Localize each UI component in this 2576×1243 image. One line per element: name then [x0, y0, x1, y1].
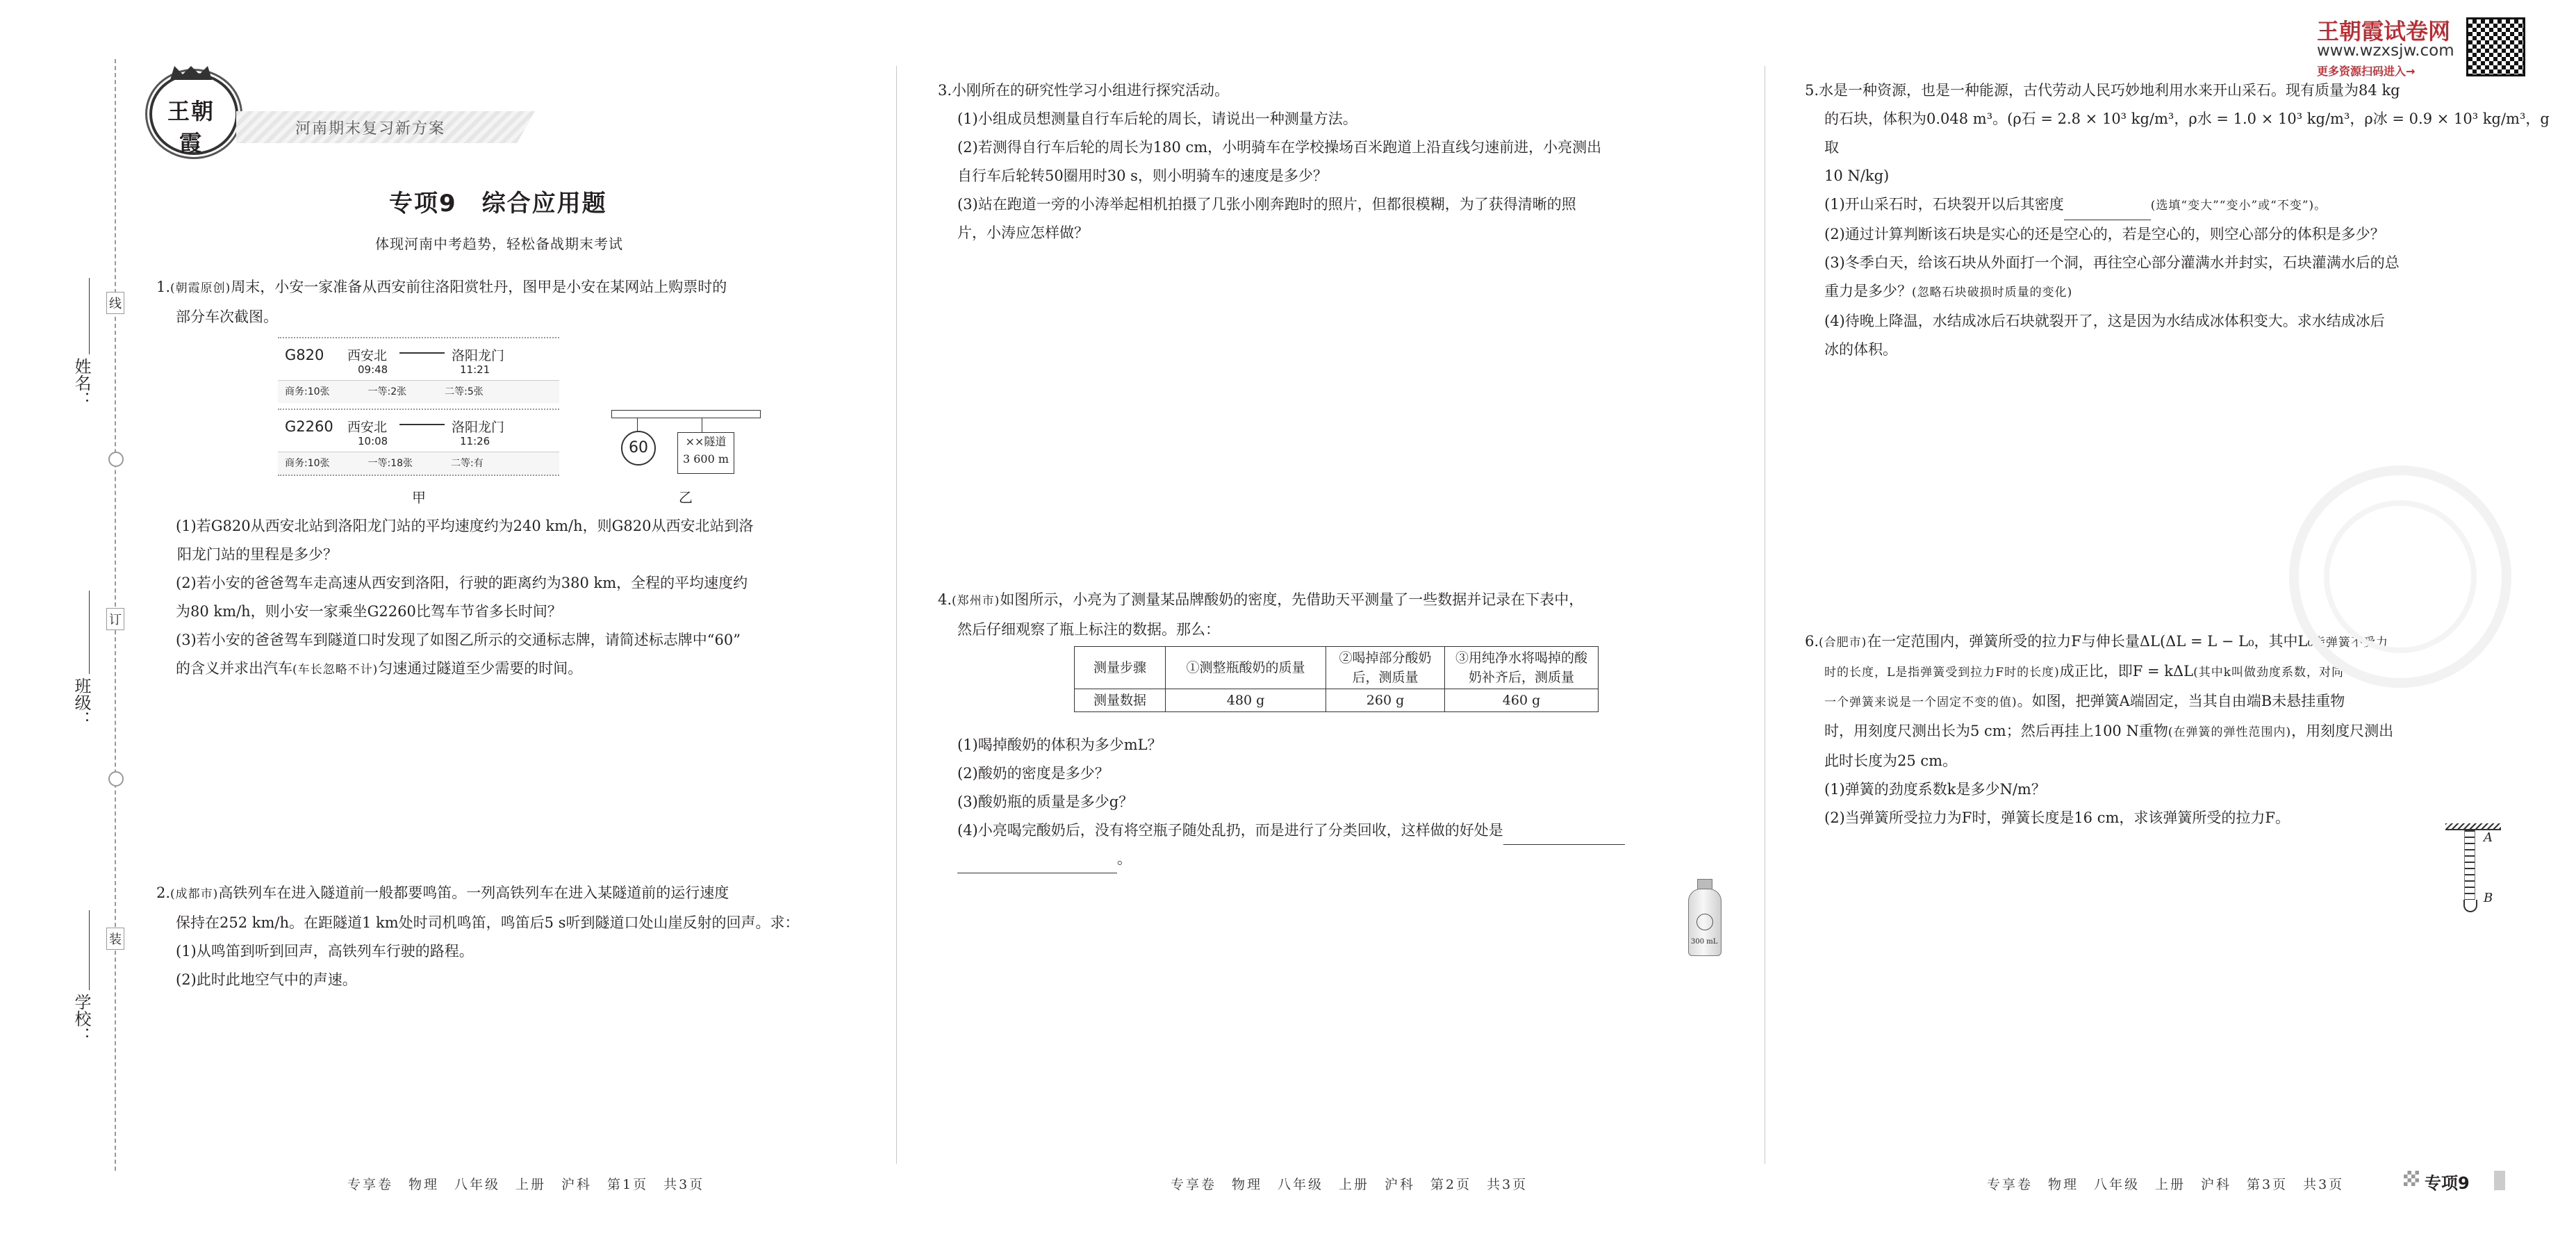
q5-number: 5. — [1805, 82, 1819, 99]
q4-part3: (3)酸奶瓶的质量是多少g？ — [957, 793, 1134, 810]
q4-parts: (1)喝掉酸奶的体积为多少mL？ (2)酸奶的密度是多少？ (3)酸奶瓶的质量是多少g？ (4)小亮喝完酸奶后，没有将空瓶子随处乱扔，而是进行了分类回收，这样做的好处是 。 — [957, 731, 1742, 873]
page-footer: 专享卷 物理 八年级 上册 沪科 第1页 共3页 — [347, 1177, 705, 1192]
q6-part2: (2)当弹簧所受拉力为F时，弹簧长度是16 cm，求该弹簧所受的拉力F。 — [1824, 809, 2290, 826]
class-field-label: 班级： — [72, 677, 91, 727]
brand-name: 王朝霞 — [167, 98, 215, 156]
bottle-logo — [1696, 914, 1713, 930]
to-station: 洛阳龙门 — [452, 348, 505, 363]
question-5 — [1805, 76, 2555, 364]
q6-stem: ，用刻度尺测出 — [2291, 723, 2394, 739]
q6-stem-note: (在弹簧的弹性范围内) — [2168, 725, 2292, 739]
dep-time: 09:48 — [358, 363, 388, 376]
from-station: 西安北 — [347, 348, 388, 363]
spring-hook — [2463, 900, 2477, 912]
name-field-label: 姓名： — [72, 358, 91, 408]
q5-part1: (1)开山采石时，石块裂开以后其密度 — [1824, 196, 2064, 213]
q6-stem-note: (其中k叫做劲度系数，对同 — [2193, 666, 2345, 680]
seat-first: 一等:18张 — [368, 458, 413, 469]
q2-stem-cont: 保持在252 km/h。在距隧道1 km处时司机鸣笛，鸣笛后5 s听到隧道口处山崖反射的回声。求： — [176, 914, 800, 931]
bottle-label: 300 mL — [1691, 938, 1718, 946]
q6-stem: 在一定范围内，弹簧所受的拉力F与伸长量ΔL(ΔL = L − L₀，其中L₀ — [1867, 633, 2313, 650]
q4-source: (郑州市) — [952, 594, 1000, 608]
binding-mark-ding: 订 — [106, 608, 124, 630]
arrow-icon — [399, 424, 445, 425]
q1-source: (朝霞原创) — [170, 281, 231, 295]
watermark-tip: 更多资源扫码进入→ — [2317, 65, 2416, 78]
footer-tag-bar — [2494, 1171, 2505, 1190]
figure-traffic-sign — [611, 410, 761, 479]
table-cell: 460 g — [1445, 689, 1599, 712]
table-cell: 260 g — [1326, 689, 1445, 712]
q2-source: (成都市) — [170, 887, 219, 901]
sign-post — [637, 418, 638, 432]
q6-stem-note: 一个弹簧来说是一个固定不变的值) — [1824, 695, 2017, 709]
q2-stem: 高铁列车在进入隧道前一般都要鸣笛。一列高铁列车在进入某隧道前的运行速度 — [218, 884, 729, 901]
q6-part1: (1)弹簧的劲度系数k是多少N/m？ — [1824, 781, 2046, 798]
q6-stem: 时，用刻度尺测出长为5 cm；然后再挂上100 N重物 — [1824, 723, 2168, 739]
figure-train-tickets — [278, 337, 559, 476]
table-cell: 测量步骤 — [1075, 647, 1166, 689]
binding-mark-xian: 线 — [106, 292, 124, 314]
q3-stem: 小刚所在的研究性学习小组进行探究活动。 — [952, 82, 1230, 99]
binding-hole — [108, 452, 124, 467]
q5-part1-note: (选填“变大”“变小”或“不变”)。 — [2150, 199, 2327, 213]
train-id: G2260 — [285, 418, 333, 435]
table-cell: 测量数据 — [1075, 689, 1166, 712]
table-cell: ②喝掉部分酸奶后，测质量 — [1326, 647, 1445, 689]
q6-stem-note: 时的长度，L是指弹簧受到拉力F时的长度) — [1824, 666, 2060, 680]
q4-stem-cont: 然后仔细观察了瓶上标注的数据。那么： — [957, 621, 1220, 638]
ceiling-mount — [2445, 823, 2501, 830]
spring-label-a: A — [2484, 830, 2493, 845]
binding-mark-zhuang: 装 — [106, 928, 124, 950]
figure-label-b: 乙 — [679, 489, 693, 506]
q1-number: 1. — [156, 279, 171, 295]
q5-part3-note: (忽略石块破损时质量的变化) — [1912, 286, 2073, 299]
q3-part2-b: 自行车后轮转50圈用时30 s，则小明骑车的速度是多少？ — [957, 167, 1328, 184]
q5-stem-cont: 的石块，体积为0.048 m³。(ρ石 = 2.8 × 10³ kg/m³，ρ水 = 1.0 × 10³ kg/m³，ρ冰 = 0.9 × 10³ kg/m³，g取 — [1824, 110, 2550, 156]
q4-part4: (4)小亮喝完酸奶后，没有将空瓶子随处乱扔，而是进行了分类回收，这样做的好处是 — [957, 822, 1503, 839]
seat-second: 二等:5张 — [445, 386, 484, 397]
table-header-row — [1075, 647, 1599, 689]
watermark-title: 王朝霞试卷网 — [2317, 18, 2451, 44]
q3-part3-a: (3)站在跑道一旁的小涛举起相机拍摄了几张小刚奔跑时的照片，但都很模糊，为了获得清晰的照 — [957, 196, 1576, 213]
yogurt-bottle-image — [1687, 879, 1722, 955]
q1-part2-a: (2)若小安的爸爸驾车走高速从西安到洛阳，行驶的距离约为380 km，全程的平均速度约 — [176, 575, 748, 591]
sign-bar — [611, 410, 761, 418]
tunnel-name: ××隧道 — [685, 435, 727, 448]
q1-stem-cont: 部分车次截图。 — [176, 308, 278, 325]
arr-time: 11:26 — [460, 435, 490, 447]
dep-time: 10:08 — [358, 435, 388, 447]
question-3 — [938, 76, 1737, 247]
q5-part4-a: (4)待晚上降温，水结成冰后石块就裂开了，这是因为水结成冰体积变大。求水结成冰后 — [1824, 313, 2385, 329]
figure-label-a: 甲 — [412, 489, 426, 506]
binding-hole — [108, 771, 124, 787]
q4-part1: (1)喝掉酸奶的体积为多少mL？ — [957, 736, 1162, 753]
train-id: G820 — [285, 347, 324, 363]
q5-part4-b: 冰的体积。 — [1824, 341, 1897, 358]
brand-logo-crown — [170, 66, 212, 80]
train-row — [278, 409, 559, 452]
q2-part1: (1)从鸣笛到听到回声，高铁列车行驶的路程。 — [176, 943, 474, 960]
q2-number: 2. — [156, 884, 171, 901]
seat-business: 商务:10张 — [285, 386, 330, 397]
measurement-table — [1074, 646, 1599, 712]
seat-second: 二等:有 — [451, 458, 484, 469]
spring-label-b: B — [2484, 891, 2493, 905]
q1-stem: 周末，小安一家准备从西安前往洛阳赏牡丹，图甲是小安在某网站上购票时的 — [231, 279, 727, 295]
table-cell: ①测整瓶酸奶的质量 — [1166, 647, 1326, 689]
table-cell: 480 g — [1166, 689, 1326, 712]
school-field-line[interactable] — [89, 910, 90, 990]
q2-part2: (2)此时此地空气中的声速。 — [176, 971, 357, 988]
watermark-url: www.wzxsjw.com — [2317, 42, 2454, 60]
footer-tag: 专项9 — [2425, 1174, 2470, 1193]
q5-stem-cont2: 10 N/kg) — [1824, 167, 1890, 184]
q4-stem: 如图所示，小亮为了测量某品牌酸奶的密度，先借助天平测量了一些数据并记录在下表中， — [1000, 591, 1584, 608]
seat-business: 商务:10张 — [285, 458, 330, 469]
q3-part3-b: 片，小涛应怎样做？ — [957, 224, 1089, 241]
page-subtitle: 体现河南中考趋势，轻松备战期末考试 — [375, 236, 623, 252]
q5-part3-b: 重力是多少？ — [1824, 283, 1912, 299]
tunnel-length: 3 600 m — [682, 452, 729, 466]
q4-part2: (2)酸奶的密度是多少？ — [957, 765, 1109, 782]
q1-part1-b: 阳龙门站的里程是多少？ — [177, 546, 338, 563]
page-footer: 专享卷 物理 八年级 上册 沪科 第2页 共3页 — [1171, 1177, 1528, 1192]
footer-tag-marker — [2404, 1171, 2419, 1186]
q5-part2: (2)通过计算判断该石块是实心的还是空心的，若是空心的，则空心部分的体积是多少？ — [1824, 226, 2385, 242]
name-field-line[interactable] — [89, 278, 90, 354]
spring-figure — [2445, 823, 2501, 928]
q6-stem-note: 指弹簧不受力 — [2313, 636, 2388, 650]
table-row — [1075, 689, 1599, 712]
q1-part3-d: 匀速通过隧道至少需要的时间。 — [378, 660, 583, 677]
answer-blank[interactable] — [1503, 844, 1625, 845]
q1-part3-a: (3)若小安的爸爸驾车到隧道口时发现了如图乙所示的交通标志牌，请简述标志牌中“60” — [176, 632, 741, 648]
q1-part1-a: (1)若G820从西安北站到洛阳龙门站的平均速度约为240 km/h，则G820从西安北站到洛 — [176, 518, 754, 534]
header-banner-text: 河南期末复习新方案 — [295, 120, 446, 138]
q6-source: (合肥市) — [1819, 636, 1867, 650]
table-cell: ③用纯净水将喝掉的酸奶补齐后，测质量 — [1445, 647, 1599, 689]
arrow-icon — [399, 352, 445, 354]
class-field-line[interactable] — [89, 591, 90, 674]
q5-part3-a: (3)冬季白天，给该石块从外面打一个洞，再往空心部分灌满水并封实，石块灌满水后的总 — [1824, 254, 2400, 271]
tunnel-sign — [677, 432, 734, 474]
train-row — [278, 337, 559, 380]
spring-coil — [2464, 830, 2475, 900]
seat-row — [278, 452, 559, 476]
qr-code[interactable] — [2466, 17, 2525, 76]
page-footer: 专享卷 物理 八年级 上册 沪科 第3页 共3页 — [1987, 1177, 2345, 1192]
q1-part3-note: (车长忽略不计) — [292, 663, 379, 677]
question-2 — [156, 879, 872, 994]
q6-stem: 。如图，把弹簧A端固定，当其自由端B未悬挂重物 — [2017, 693, 2345, 709]
q5-stem: 水是一种资源，也是一种能源，古代劳动人民巧妙地利用水来开山采石。现有质量为84 kg — [1819, 82, 2400, 99]
q6-stem: 此时长度为25 cm。 — [1824, 752, 1958, 769]
q4-number: 4. — [938, 591, 952, 608]
q1-part2-b: 为80 km/h，则小安一家乘坐G2260比驾车节省多长时间？ — [176, 603, 562, 620]
column-divider — [896, 66, 897, 1164]
stamp-watermark-inner — [2324, 500, 2477, 653]
q3-part2-a: (2)若测得自行车后轮的周长为180 cm，小明骑车在学校操场百米跑道上沿直线匀速前进，小亮测出 — [957, 139, 1602, 156]
to-station: 洛阳龙门 — [452, 420, 505, 435]
seat-row — [278, 380, 559, 403]
page-title: 专项9 综合应用题 — [389, 190, 607, 217]
q6-number: 6. — [1805, 633, 1819, 650]
q3-part1: (1)小组成员想测量自行车后轮的周长，请说出一种测量方法。 — [957, 110, 1357, 127]
school-field-label: 学校： — [72, 994, 91, 1044]
arr-time: 11:21 — [460, 363, 490, 376]
speed-limit-sign: 60 — [621, 431, 656, 466]
question-1 — [156, 273, 865, 331]
q1-part3-b: 的含义并求出汽车 — [176, 660, 292, 677]
q1-parts — [176, 512, 870, 684]
q3-number: 3. — [938, 82, 952, 99]
from-station: 西安北 — [347, 420, 388, 435]
seat-first: 一等:2张 — [368, 386, 407, 397]
question-4 — [938, 586, 1737, 644]
q6-stem: 成正比，即F = kΔL — [2059, 663, 2194, 680]
